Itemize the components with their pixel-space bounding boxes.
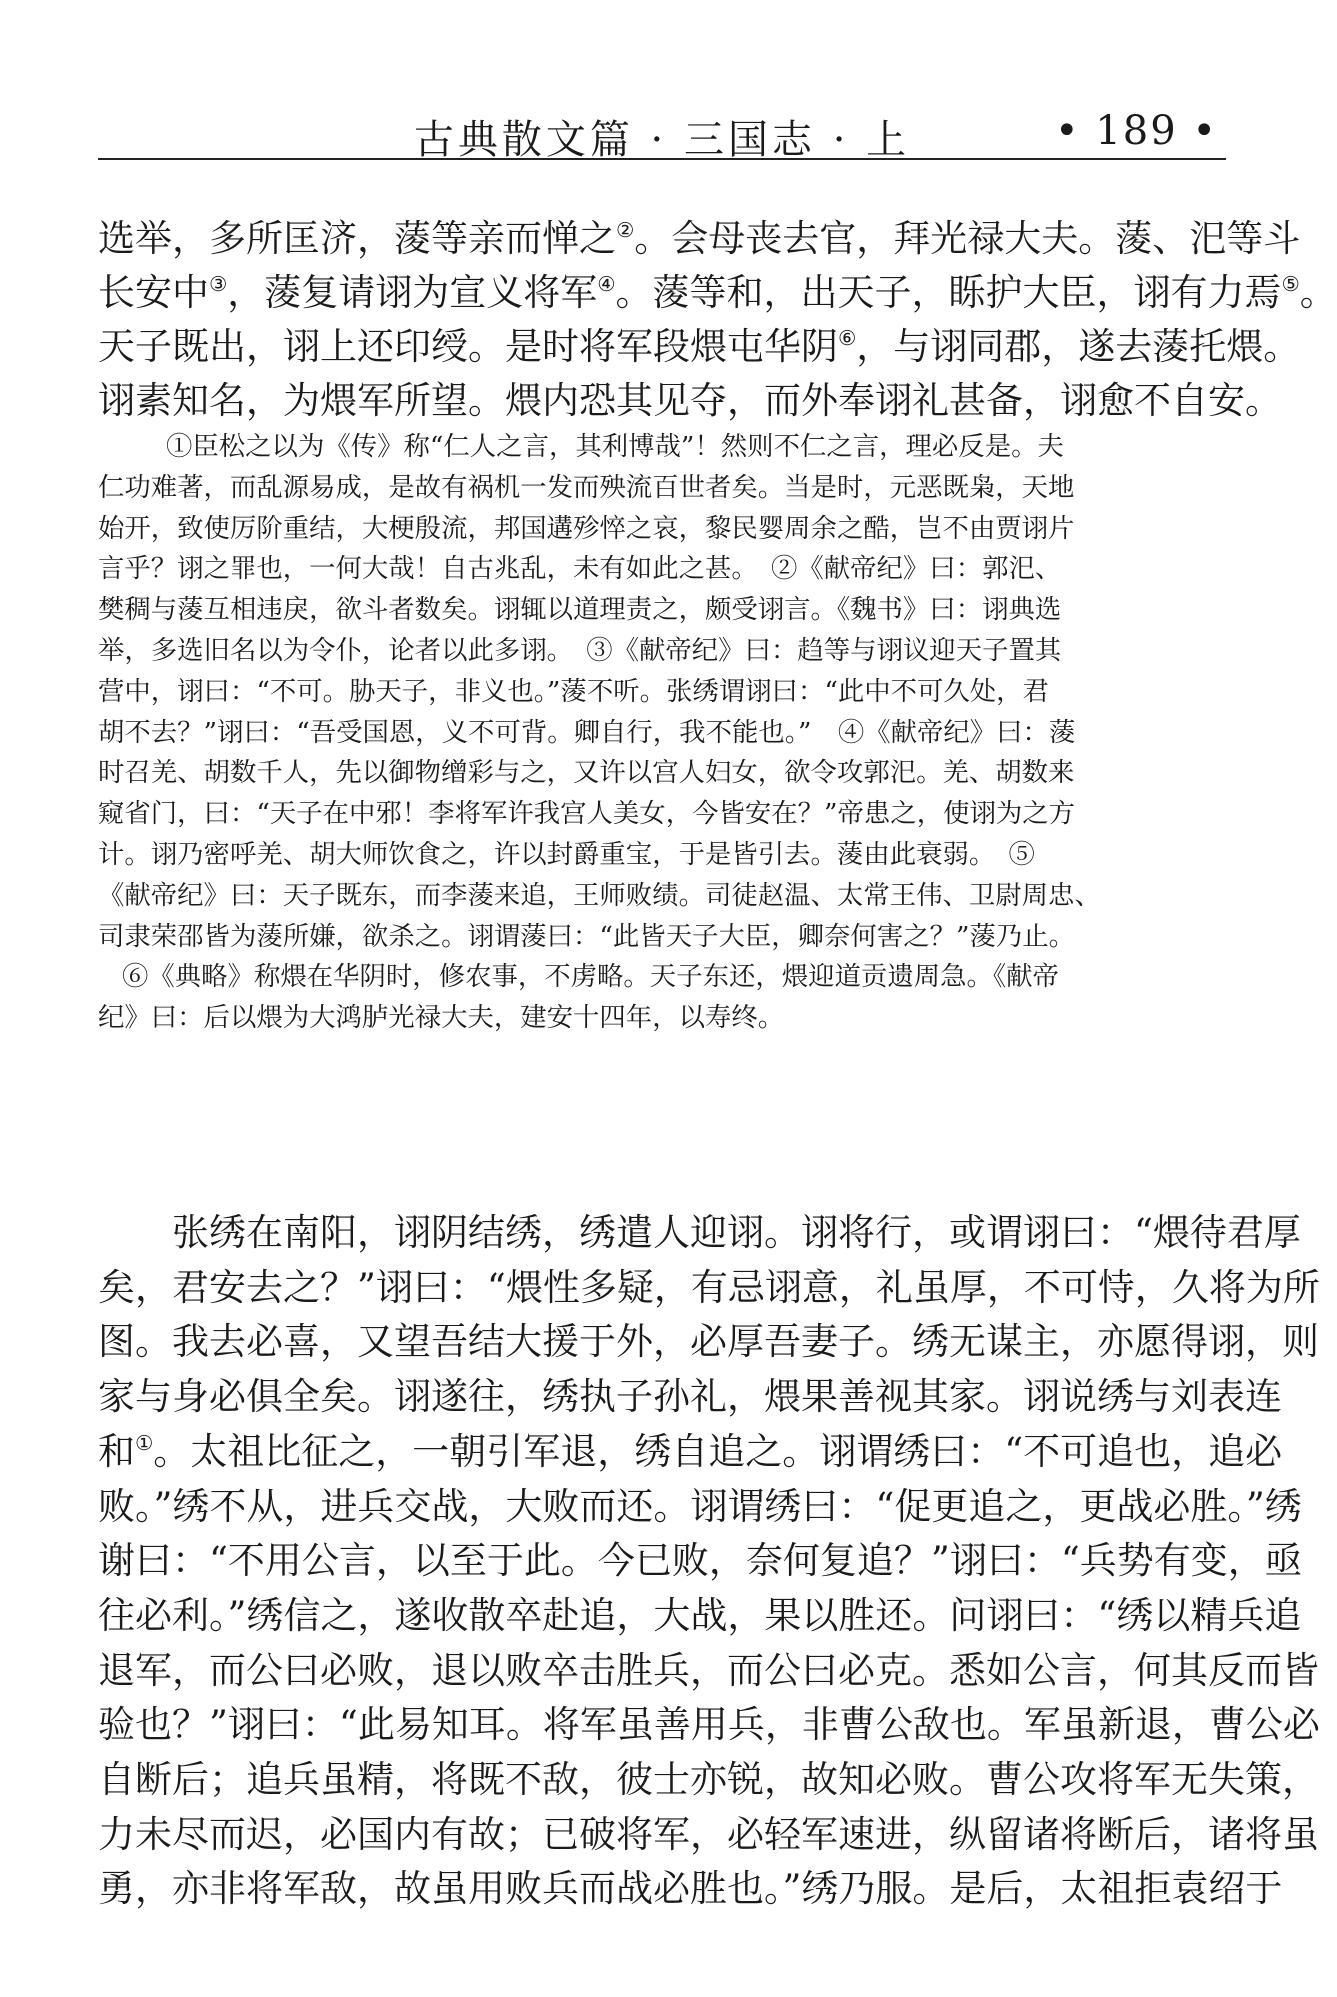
text-line: 选举，多所匡济，蔆等亲而惮之②。会母丧去官，拜光禄大夫。蔆、汜等斗 [98, 217, 1301, 260]
text-line: 勇，亦非将军敌，故虽用败兵而战必胜也。”绣乃服。是后，太祖拒袁绍于 [98, 1867, 1283, 1911]
annotation-block [98, 427, 1228, 1039]
running-title: 古典散文篇 · 三国志 · 上 [413, 117, 911, 163]
text-line: 家与身必俱全矣。诩遂往，绣执子孙礼，煨果善视其家。诩说绣与刘表连 [98, 1375, 1282, 1419]
note-line: ①臣松之以为《传》称“仁人之言，其利博哉”！然则不仁之言，理必反是。夫 [166, 431, 1064, 462]
note-line: 《献帝纪》曰：天子既东，而李蔆来追，王师败绩。司徒赵温、太常王伟、卫尉周忠、 [98, 879, 1101, 911]
page-number: • 189 • [1055, 108, 1218, 154]
note-line: 仁功难著，而乱源易成，是故有祸机一发而殃流百世者矣。当是时，元恶既枭，天地 [98, 471, 1075, 503]
note-line: 营中，诩曰：“不可。胁天子，非义也。”蔆不听。张绣谓诩曰：“此中不可久处，君 [98, 675, 1049, 707]
footnote-ref[interactable]: ② [616, 217, 635, 242]
note-line: ⑥《典略》称煨在华阴时，修农事，不虏略。天子东还，煨迎道贡遗周急。《献帝 [122, 961, 1059, 993]
text-line: 图。我去必喜，又望吾结大援于外，必厚吾妻子。绣无谋主，亦愿得诩，则 [98, 1320, 1319, 1364]
note-line: 纪》曰：后以煨为大鸿胪光禄大夫，建安十四年，以寿终。 [98, 1002, 785, 1034]
note-line: 计。诩乃密呼羌、胡大师饮食之，许以封爵重宝，于是皆引去。蔆由此衰弱。 ⑤ [98, 838, 1035, 870]
text-line: 往必利。”绣信之，遂收散卒赴追，大战，果以胜还。问诩曰：“绣以精兵追 [98, 1593, 1302, 1637]
footnote-ref[interactable]: ④ [597, 271, 616, 296]
note-line: 窥省门，曰：“天子在中邪！李将军许我宫人美女，今皆安在？”帝患之，使诩为之方 [98, 798, 1076, 830]
note-line: 始开，致使厉阶重结，大梗殷流，邦国遘殄悴之哀，黎民婴周余之酷，岂不由贾诩片 [98, 512, 1075, 544]
text-line: 和①。太祖比征之，一朝引军退，绣自追之。诩谓绣曰：“不可追也，追必 [98, 1429, 1283, 1473]
note-line: 言乎？诩之罪也，一何大哉！自古兆乱，未有如此之甚。 ②《献帝纪》曰：郭汜、 [98, 553, 1062, 585]
text-line: 谢曰：“不用公言，以至于此。今已败，奈何复追？”诩曰：“兵势有变，亟 [98, 1539, 1302, 1583]
footnote-ref[interactable]: ⑤ [1281, 271, 1300, 296]
main-text-paragraph-2 [98, 1206, 1320, 1917]
text-line: 诩素知名，为煨军所望。煨内恐其见夺，而外奉诩礼甚备，诩愈不自安。 [98, 379, 1282, 422]
text-line: 验也？”诩曰：“此易知耳。将军虽善用兵，非曹公敌也。军虽新退，曹公必 [98, 1703, 1320, 1747]
text-line: 张绣在南阳，诩阴结绣，绣遣人迎诩。诩将行，或谓诩曰：“煨待君厚 [172, 1211, 1301, 1254]
footnote-ref[interactable]: ① [135, 1430, 154, 1455]
text-line: 自断后；追兵虽精，将既不敌，彼士亦锐，故知必败。曹公攻将军无失策， [98, 1758, 1319, 1802]
note-line: 举，多选旧名以为令仆，论者以此多诩。 ③《献帝纪》曰：趋等与诩议迎天子置其 [98, 634, 1062, 666]
text-line: 长安中③，蔆复请诩为宣义将军④。蔆等和，出天子，䀥护大臣，诩有力焉⑤。 [98, 271, 1337, 314]
text-line: 力未尽而迟，必国内有故；已破将军，必轻军速进，纵留诸将断后，诸将虽 [98, 1812, 1319, 1856]
footnote-ref[interactable]: ⑥ [838, 325, 857, 350]
note-line: 司隶荣邵皆为蔆所嫌，欲杀之。诩谓蔆曰：“此皆天子大臣，卿奈何害之？”蔆乃止。 [98, 920, 1076, 952]
note-line: 时召羌、胡数千人，先以御物缯彩与之，又许以宫人妇女，欲令攻郭汜。羌、胡数来 [98, 757, 1075, 789]
note-line: 樊稠与蔆互相违戾，欲斗者数矣。诩辄以道理责之，颇受诩言。《魏书》曰：诩典选 [98, 594, 1062, 626]
text-line: 矣，君安去之？”诩曰：“煨性多疑，有忌诩意，礼虽厚，不可恃，久将为所 [98, 1265, 1320, 1309]
text-line: 退军，而公曰必败，退以败卒击胜兵，而公曰必克。悉如公言，何其反而皆 [98, 1648, 1319, 1692]
text-line: 败。”绣不从，进兵交战，大败而还。诩谓绣曰：“促更追之，更战必胜。”绣 [98, 1484, 1302, 1528]
running-header [98, 96, 1226, 163]
text-line: 天子既出，诩上还印绶。是时将军段煨屯华阴⑥，与诩同郡，遂去蔆托煨。 [98, 325, 1301, 368]
footnote-ref[interactable]: ③ [209, 271, 228, 296]
main-text-paragraph-1 [98, 212, 1337, 428]
note-line: 胡不去？”诩曰：“吾受国恩，义不可背。卿自行，我不能也。” ④《献帝纪》曰：蔆 [98, 716, 1076, 748]
